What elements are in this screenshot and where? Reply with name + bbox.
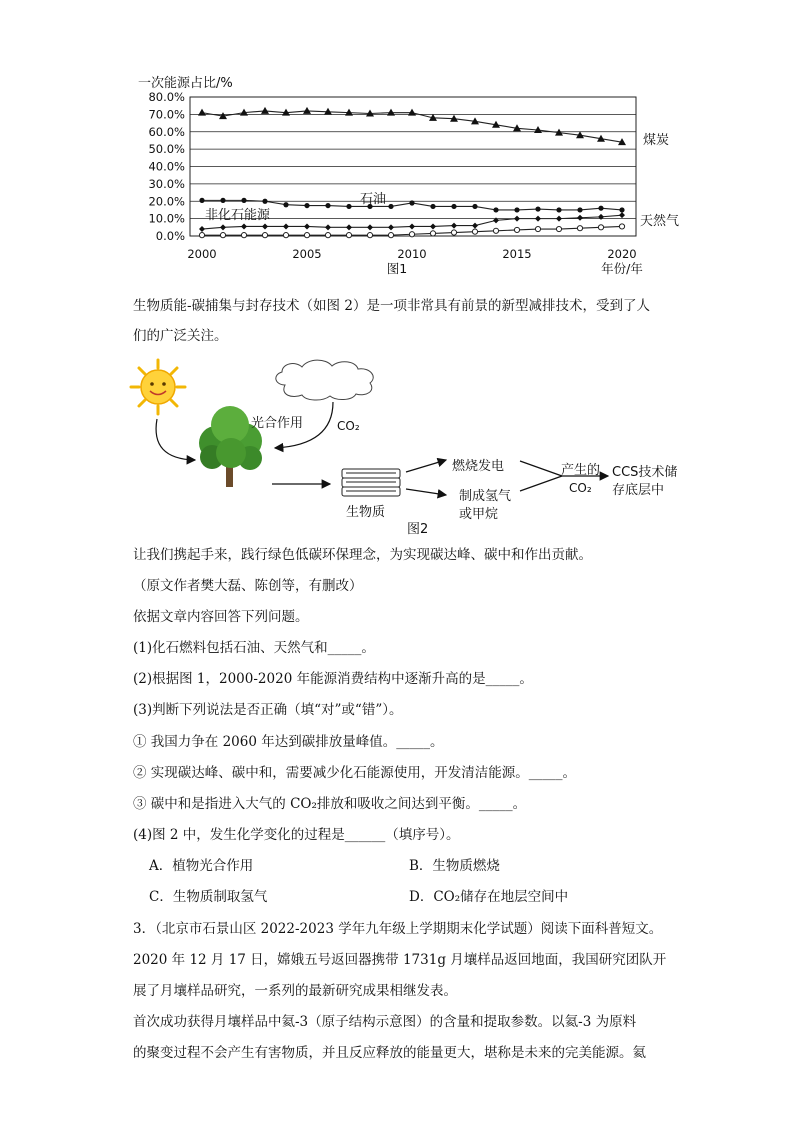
data-point bbox=[472, 204, 477, 209]
label-ccs-1: CCS技术储 bbox=[612, 465, 678, 480]
converge-line-bottom bbox=[520, 476, 562, 491]
data-point bbox=[388, 233, 393, 238]
series-label: 石油 bbox=[360, 192, 387, 207]
question-3-2: ② 实现碳达峰、碳中和，需要减少化石能源使用，开发清洁能源。_____。 bbox=[133, 765, 577, 781]
data-point bbox=[241, 233, 246, 238]
para-bio-line2: 们的广泛关注。 bbox=[133, 328, 228, 344]
data-point bbox=[556, 226, 561, 231]
data-point bbox=[199, 198, 204, 203]
converge-line-top bbox=[520, 461, 562, 476]
series-label: 非化石能源 bbox=[205, 208, 271, 223]
chart-y-axis-title: 一次能源占比/% bbox=[138, 76, 233, 91]
data-point bbox=[430, 231, 435, 236]
label-hydrogen-2: 或甲烷 bbox=[459, 507, 499, 522]
label-biomass: 生物质 bbox=[346, 505, 386, 520]
data-point bbox=[409, 200, 414, 205]
option-c: C．生物质制取氢气 bbox=[149, 889, 268, 905]
y-tick-label: 20.0% bbox=[148, 194, 185, 209]
y-tick-label: 40.0% bbox=[148, 159, 185, 174]
para-5-line3: 首次成功获得月壤样品中氦-3（原子结构示意图）的含量和提取参数。以氦-3 为原料 bbox=[133, 1014, 637, 1030]
y-tick-label: 30.0% bbox=[148, 176, 185, 191]
data-point bbox=[388, 204, 393, 209]
data-point bbox=[220, 198, 225, 203]
question-3-1: ① 我国力争在 2060 年达到碳排放量峰值。_____。 bbox=[133, 734, 444, 750]
y-tick-label: 10.0% bbox=[148, 211, 185, 226]
x-tick-label: 2000 bbox=[187, 247, 217, 261]
data-point bbox=[598, 225, 603, 230]
data-point bbox=[598, 206, 603, 211]
y-tick-label: 50.0% bbox=[148, 142, 185, 157]
label-co2: CO₂ bbox=[337, 419, 360, 433]
data-point bbox=[325, 203, 330, 208]
data-point bbox=[430, 204, 435, 209]
label-photosynthesis: 光合作用 bbox=[251, 416, 304, 431]
data-point bbox=[283, 202, 288, 207]
para-task: 依据文章内容回答下列问题。 bbox=[133, 609, 309, 625]
para-5-line4: 的聚变过程不会产生有害物质，并且反应释放的能量更大，堪称是未来的完美能源。氦 bbox=[133, 1045, 646, 1061]
energy-share-chart bbox=[0, 0, 794, 290]
biomass-icon bbox=[342, 469, 400, 496]
data-point bbox=[409, 232, 414, 237]
data-point bbox=[514, 207, 519, 212]
sunlight-arrow bbox=[156, 419, 195, 460]
x-tick-label: 2020 bbox=[607, 247, 637, 261]
para-5-line2: 展了月壤样品研究，一系列的最新研究成果相继发表。 bbox=[133, 983, 457, 999]
x-axis-title: 年份/年 bbox=[601, 261, 643, 276]
data-point bbox=[577, 226, 582, 231]
question-3-3: ③ 碳中和是指进入大气的 CO₂排放和吸收之间达到平衡。_____。 bbox=[133, 796, 527, 812]
data-point bbox=[619, 207, 624, 212]
data-point bbox=[514, 227, 519, 232]
data-point bbox=[556, 207, 561, 212]
para-author: （原文作者樊大磊、陈创等，有删改） bbox=[133, 578, 363, 594]
data-point bbox=[325, 233, 330, 238]
option-a: A．植物光合作用 bbox=[149, 858, 254, 874]
data-point bbox=[535, 206, 540, 211]
label-ccs-2: 存底层中 bbox=[612, 483, 665, 498]
hydrogen-arrow bbox=[406, 489, 446, 495]
series-label: 煤炭 bbox=[643, 133, 670, 148]
y-tick-label: 0.0% bbox=[155, 229, 185, 243]
data-point bbox=[451, 204, 456, 209]
question-1: (1)化石燃料包括石油、天然气和_____。 bbox=[133, 640, 375, 656]
data-point bbox=[451, 230, 456, 235]
data-point bbox=[241, 198, 246, 203]
label-co2-2: CO₂ bbox=[569, 481, 592, 495]
question-3: (3)判断下列说法是否正确（填“对”或“错”）。 bbox=[133, 702, 403, 718]
sun-icon bbox=[131, 360, 185, 414]
label-produce: 产生的 bbox=[561, 463, 601, 478]
x-tick-label: 2015 bbox=[502, 247, 532, 261]
data-point bbox=[262, 233, 267, 238]
beccs-diagram bbox=[0, 355, 794, 555]
question-2: (2)根据图 1，2000-2020 年能源消费结构中逐渐升高的是_____。 bbox=[133, 671, 533, 687]
para-5-line1: 2020 年 12 月 17 日，嫦娥五号返回器携带 1731g 月壤样品返回地面，我国研究团队开 bbox=[133, 952, 667, 968]
option-d: D．CO₂储存在地层空间中 bbox=[409, 889, 569, 905]
question-4: (4)图 2 中，发生化学变化的过程是______（填序号）。 bbox=[133, 827, 460, 843]
data-point bbox=[472, 229, 477, 234]
data-point bbox=[577, 207, 582, 212]
data-point bbox=[199, 233, 204, 238]
figure-1-caption: 图1 bbox=[386, 261, 408, 276]
x-tick-label: 2005 bbox=[292, 247, 322, 261]
cloud-icon bbox=[276, 360, 373, 400]
burn-arrow bbox=[406, 460, 446, 472]
label-hydrogen-1: 制成氢气 bbox=[459, 489, 512, 504]
label-burn: 燃烧发电 bbox=[452, 459, 505, 474]
data-point bbox=[304, 203, 309, 208]
data-point bbox=[367, 233, 372, 238]
data-point bbox=[619, 224, 624, 229]
series-label: 天然气 bbox=[640, 214, 680, 229]
question-5-title: 3．（北京市石景山区 2022-2023 学年九年级上学期期末化学试题）阅读下面科普短文。 bbox=[133, 921, 663, 937]
data-point bbox=[220, 233, 225, 238]
data-point bbox=[304, 233, 309, 238]
para-hand: 让我们携起手来，践行绿色低碳环保理念，为实现碳达峰、碳中和作出贡献。 bbox=[133, 547, 592, 563]
y-tick-label: 60.0% bbox=[148, 124, 185, 139]
figure-2-caption: 图2 bbox=[407, 522, 429, 537]
option-b: B．生物质燃烧 bbox=[409, 858, 500, 874]
data-point bbox=[262, 199, 267, 204]
para-bio-line1: 生物质能-碳捕集与封存技术（如图 2）是一项非常具有前景的新型减排技术，受到了人 bbox=[133, 298, 650, 314]
x-tick-label: 2010 bbox=[397, 247, 427, 261]
data-point bbox=[493, 207, 498, 212]
y-tick-label: 70.0% bbox=[148, 107, 185, 122]
data-point bbox=[346, 233, 351, 238]
data-point bbox=[493, 228, 498, 233]
data-point bbox=[283, 233, 288, 238]
y-tick-label: 80.0% bbox=[148, 90, 185, 104]
data-point bbox=[535, 226, 540, 231]
data-point bbox=[346, 204, 351, 209]
